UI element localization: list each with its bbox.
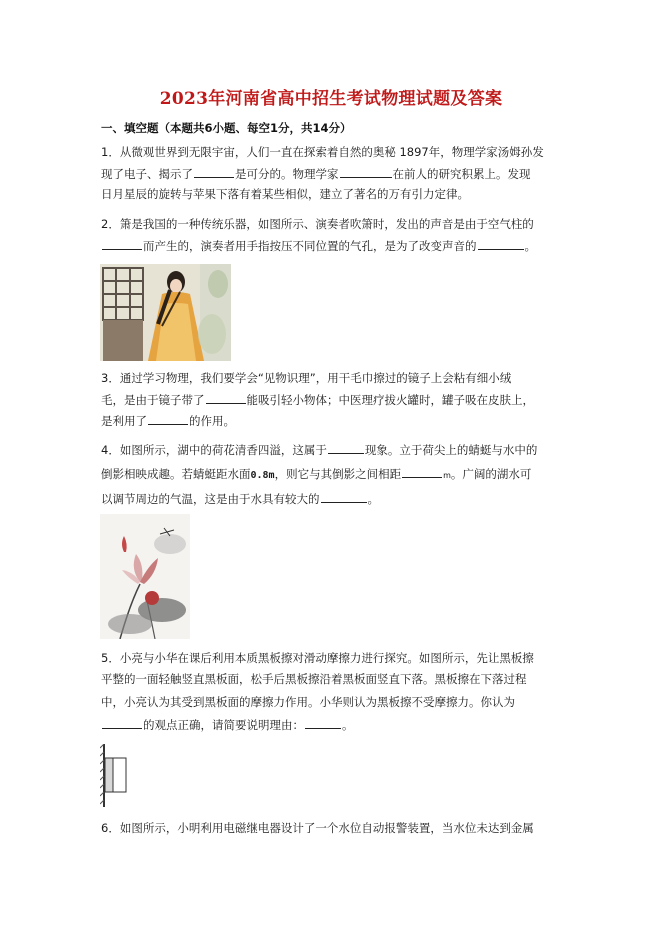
q2-text: 而产生的，演奏者用手指按压不同位置的气孔，是为了改变声音的 <box>143 239 477 253</box>
q3-line-1: 3．通过学习物理，我们要学会“见物识理”，用干毛巾擦过的镜子上会粘有细小绒 <box>101 371 512 385</box>
answer-blank[interactable] <box>340 166 392 178</box>
q3-text: 是利用了 <box>101 414 147 428</box>
lotus-image <box>100 514 190 639</box>
answer-blank[interactable] <box>206 392 246 404</box>
page-title: 2023年河南省高中招生考试物理试题及答案 <box>159 89 503 109</box>
q3-text: 毛，是由于镜子带了 <box>101 393 205 407</box>
q4-line-3 <box>101 491 379 507</box>
q5-text: 的观点正确，请简要说明理由： <box>143 718 304 732</box>
flute-player-image <box>100 264 231 361</box>
q2-line-2 <box>101 238 536 254</box>
lotus-figure <box>100 514 190 639</box>
q6-line-1: 6．如图所示，小明利用电磁继电器设计了一个水位自动报警装置，当水位未达到金属 <box>101 821 534 835</box>
answer-blank[interactable] <box>321 491 367 503</box>
q4-text: 现象。立于荷尖上的蜻蜓与水中的 <box>364 443 538 457</box>
q3-text: 的作用。 <box>189 414 235 428</box>
q3-text: 能吸引轻小物体；中医理疗拔火罐时，罐子吸在皮肤上， <box>246 393 534 407</box>
q1-text: 在前人的研究积累上。发现 <box>392 167 531 181</box>
q4-text: 4．如图所示，湖中的荷花清香四溢，这属于 <box>101 443 327 457</box>
flute-player-figure <box>100 264 231 361</box>
answer-blank[interactable] <box>194 166 234 178</box>
q2-line-1: 2．箫是我国的一种传统乐器，如图所示、演奏者吹箫时，发出的声音是由于空气柱的 <box>101 217 534 231</box>
q5-line-1: 5．小亮与小华在课后利用本质黑板擦对滑动摩擦力进行探究。如图所示，先让黑板擦 <box>101 651 534 665</box>
q1-line-2 <box>101 166 531 182</box>
q2-text: 。 <box>524 239 536 253</box>
answer-blank[interactable] <box>102 238 142 250</box>
q4-line-1 <box>101 442 537 458</box>
answer-blank[interactable] <box>328 442 364 454</box>
q3-line-2 <box>101 392 534 408</box>
q3-line-3 <box>101 413 235 429</box>
q4-text: 以调节周边的气温，这是由于水具有较大的 <box>101 492 320 506</box>
q4-text: 倒影相映成趣。若蜻蜓距水面 <box>101 467 251 481</box>
eraser-diagram <box>100 744 130 807</box>
q1-text: 现了电子、揭示了 <box>101 167 193 181</box>
q1-text: 是可分的。物理学家 <box>235 167 339 181</box>
distance-value: 0.8m <box>250 470 275 481</box>
q5-text: 。 <box>342 718 354 732</box>
eraser-figure <box>100 744 130 807</box>
q5-line-3: 中，小亮认为其受到黑板面的摩擦力作用。小华则认为黑板擦不受摩擦力。你认为 <box>101 695 515 709</box>
answer-blank[interactable] <box>102 717 142 729</box>
q4-text: 。 <box>367 492 379 506</box>
section-heading: 一、填空题（本题共6小题、每空1分，共14分） <box>101 121 352 135</box>
answer-blank[interactable] <box>478 238 524 250</box>
q1-line-1: 1．从微观世界到无限宇宙，人们一直在探索着自然的奥秘 1897年，物理学家汤姆孙发 <box>101 145 544 159</box>
answer-blank[interactable] <box>305 717 341 729</box>
q5-line-2: 平整的一面轻触竖直黑板面，松手后黑板擦沿着黑板面竖直下落。黑板擦在下落过程 <box>101 672 527 686</box>
answer-blank[interactable] <box>402 466 442 478</box>
answer-blank[interactable] <box>148 413 188 425</box>
q4-text: ，则它与其倒影之间相距 <box>274 467 402 481</box>
q4-line-2 <box>101 466 531 483</box>
q4-text: 。广阔的湖水可 <box>450 467 532 481</box>
q1-line-3: 日月星辰的旋转与苹果下落有着某些相似，建立了著名的万有引力定律。 <box>101 187 469 201</box>
q5-line-4 <box>101 717 354 733</box>
unit-label: m <box>443 471 451 480</box>
